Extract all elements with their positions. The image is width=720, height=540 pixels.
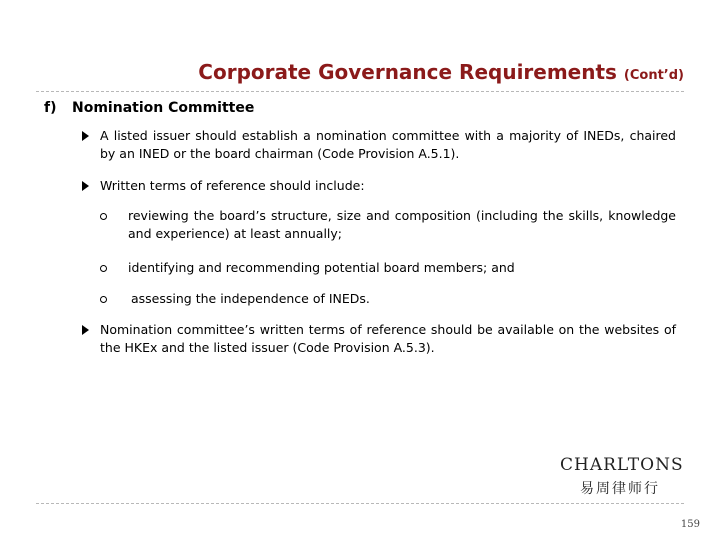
circle-bullet-icon xyxy=(100,296,107,303)
page-title xyxy=(0,60,684,84)
sub-item-3: assessing the independence of INEDs. xyxy=(131,291,370,306)
bullet-text-2: Written terms of reference should include: xyxy=(100,178,365,193)
title-suffix: (Cont’d) xyxy=(623,68,684,83)
sub-item-2: identifying and recommending potential board members; and xyxy=(128,260,515,275)
bullet-arrow-icon xyxy=(82,131,89,141)
section-letter: f) xyxy=(44,100,57,116)
bullet-arrow-icon xyxy=(82,181,89,191)
bullet-arrow-icon xyxy=(82,325,89,335)
circle-bullet-icon xyxy=(100,213,107,220)
circle-bullet-icon xyxy=(100,265,107,272)
charltons-logo-chinese: 易周律师行 xyxy=(580,481,660,497)
charltons-logo-text: CHARLTONS xyxy=(560,455,684,475)
bullet-text-3: Nomination committee’s written terms of reference should be available on the websites of the HKEx and the listed issuer (Code Provision A.5.3). xyxy=(100,322,676,355)
title-main: Corporate Governance Requirements xyxy=(198,60,617,84)
bullet-text-1: A listed issuer should establish a nomination committee with a majority of INEDs, chaired by an INED or the board chairman (Code Provision A.5.1). xyxy=(100,128,676,161)
top-divider xyxy=(36,91,684,92)
sub-item-1: reviewing the board’s structure, size and composition (including the skills, knowledge and experience) at least annually; xyxy=(128,208,676,241)
page-number: 159 xyxy=(680,519,700,530)
bottom-divider xyxy=(36,503,684,504)
section-heading: Nomination Committee xyxy=(72,100,255,116)
